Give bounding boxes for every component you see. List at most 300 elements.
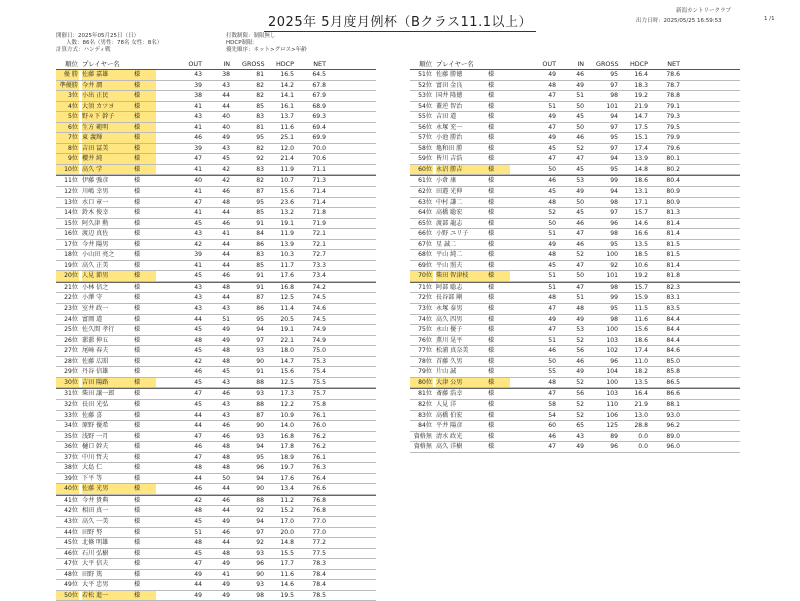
- net-score: 74.6: [312, 305, 326, 313]
- gross-score: 97: [610, 144, 618, 152]
- gross-score: 85: [256, 102, 264, 110]
- rank: 45位: [64, 539, 78, 547]
- out-score: 50: [548, 357, 556, 365]
- gross-score: 99: [610, 294, 618, 302]
- player-name: 小林 信之: [82, 283, 109, 291]
- in-score: 50: [576, 123, 584, 131]
- in-score: 46: [576, 134, 584, 142]
- net-score: 78.7: [666, 81, 680, 89]
- hdcp-value: 13.9: [280, 240, 294, 248]
- out-score: 49: [194, 591, 202, 599]
- player-name: 高橋 聡宏: [436, 209, 463, 217]
- rank: 59位: [418, 155, 432, 163]
- gross-score: 92: [256, 539, 264, 547]
- hdcp-value: 18.3: [634, 81, 648, 89]
- out-score: 43: [194, 294, 202, 302]
- player-name: 亀和田 勝: [436, 144, 463, 152]
- out-score: 50: [548, 219, 556, 227]
- in-score: 47: [576, 261, 584, 269]
- gross-score: 96: [610, 443, 618, 451]
- rank: 46位: [64, 549, 78, 557]
- table-row: [56, 559, 376, 570]
- net-score: 76.1: [312, 411, 326, 419]
- out-score: 47: [194, 432, 202, 440]
- honorific: 様: [488, 432, 495, 440]
- out-score: 43: [194, 305, 202, 313]
- out-score: 48: [548, 294, 556, 302]
- net-score: 71.4: [312, 188, 326, 196]
- rank: 62位: [418, 188, 432, 196]
- net-score: 78.3: [312, 560, 326, 568]
- rank: 27位: [64, 347, 78, 355]
- table-row: [56, 70, 376, 81]
- player-name: 永山 優子: [436, 326, 463, 334]
- rank: 資格無: [413, 432, 432, 440]
- gross-score: 98: [610, 283, 618, 291]
- in-score: 49: [222, 517, 230, 525]
- player-name: 櫻井 純: [82, 154, 134, 164]
- out-score: 44: [194, 422, 202, 430]
- rank: 60位: [410, 165, 433, 175]
- honorific: 様: [488, 71, 495, 78]
- honorific: 様: [134, 294, 141, 302]
- hdcp-value: 19.2: [634, 272, 648, 280]
- gross-score: 90: [256, 357, 264, 365]
- table-row: [56, 432, 376, 443]
- table-row: [56, 144, 376, 155]
- player-name: 佐藤 勝徳: [436, 71, 463, 78]
- out-score: 54: [548, 411, 556, 419]
- in-score: 46: [222, 188, 230, 196]
- in-score: 46: [576, 71, 584, 78]
- net-score: 76.2: [312, 432, 326, 440]
- out-score: 46: [548, 347, 556, 355]
- net-score: 86.5: [666, 378, 680, 386]
- gross-score: 92: [256, 155, 264, 163]
- gross-score: 93: [256, 549, 264, 557]
- honorific: 様: [134, 326, 141, 334]
- rank: 41位: [64, 496, 78, 504]
- hdcp-value: 18.9: [280, 453, 294, 461]
- hdcp-value: 15.2: [280, 507, 294, 515]
- hdcp-value: 14.6: [634, 219, 648, 227]
- header-gross: GROSS: [242, 60, 265, 68]
- gross-score: 88: [256, 400, 264, 408]
- table-row: [410, 346, 740, 357]
- honorific: 様: [134, 305, 141, 313]
- out-score: 48: [194, 336, 202, 344]
- hdcp-value: 13.0: [634, 411, 648, 419]
- honorific: 様: [134, 251, 141, 259]
- table-row: [410, 187, 740, 198]
- rank: 75位: [418, 326, 432, 334]
- table-row: [56, 250, 376, 261]
- gross-score: 92: [256, 507, 264, 515]
- in-score: 53: [576, 326, 584, 334]
- honorific: 様: [134, 177, 141, 185]
- rank: 79位: [418, 368, 432, 376]
- honorific: 様: [134, 443, 141, 451]
- in-score: 44: [222, 209, 230, 217]
- hdcp-value: 14.8: [280, 539, 294, 547]
- out-score: 45: [194, 549, 202, 557]
- in-score: 42: [222, 165, 230, 173]
- hdcp-value: 0.0: [638, 432, 648, 440]
- hdcp-value: 23.6: [280, 198, 294, 206]
- rank: 39位: [64, 474, 78, 482]
- in-score: 44: [222, 92, 230, 100]
- honorific: 様: [488, 165, 510, 175]
- honorific: 様: [134, 560, 141, 568]
- table-row: [410, 442, 740, 453]
- out-score: 47: [548, 326, 556, 334]
- player-name: 小澤 守: [82, 294, 103, 302]
- rank: 23位: [64, 305, 78, 313]
- net-score: 96.0: [666, 443, 680, 451]
- out-score: 46: [194, 443, 202, 451]
- rank: 36位: [64, 443, 78, 451]
- out-score: 58: [548, 400, 556, 408]
- honorific: 様: [488, 294, 495, 302]
- gross-score: 95: [610, 165, 618, 173]
- rank: 11位: [64, 177, 78, 185]
- hdcp-value: 15.6: [280, 368, 294, 376]
- rank: 52位: [418, 81, 432, 89]
- player-name: 田野 努: [82, 528, 103, 536]
- table-row: [56, 474, 376, 485]
- honorific: 様: [134, 528, 141, 536]
- in-score: 56: [576, 390, 584, 398]
- player-name: 富田 金良: [436, 81, 463, 89]
- hdcp-value: 11.6: [280, 123, 294, 131]
- out-score: 47: [548, 443, 556, 451]
- net-score: 76.1: [312, 453, 326, 461]
- in-score: 41: [222, 570, 230, 578]
- gross-score: 82: [256, 144, 264, 152]
- out-score: 47: [548, 155, 556, 163]
- honorific: 様: [134, 432, 141, 440]
- in-score: 48: [576, 305, 584, 313]
- player-name: 高橋 伯宏: [436, 411, 463, 419]
- hdcp-value: 10.3: [280, 251, 294, 259]
- out-score: 48: [194, 507, 202, 515]
- table-row: [56, 517, 376, 528]
- honorific: 様: [488, 411, 495, 419]
- gross-score: 125: [606, 422, 618, 430]
- rank: 84位: [418, 422, 432, 430]
- net-score: 80.1: [666, 155, 680, 163]
- net-score: 74.5: [312, 294, 326, 302]
- hdcp-value: 17.8: [280, 443, 294, 451]
- player-name: 吉田 冨美: [82, 144, 134, 154]
- net-score: 80.4: [666, 177, 680, 185]
- out-score: 40: [194, 177, 202, 185]
- net-score: 69.4: [312, 123, 326, 131]
- net-score: 88.1: [666, 400, 680, 408]
- in-score: 49: [222, 560, 230, 568]
- player-name: 大島 仁: [82, 464, 103, 472]
- rank: 66位: [418, 230, 432, 238]
- table-row: [410, 261, 740, 272]
- table-row: [56, 442, 376, 453]
- player-name: 大平 忠男: [82, 581, 109, 589]
- rank: 9位: [56, 154, 79, 164]
- net-score: 79.3: [666, 113, 680, 121]
- hdcp-value: 21.9: [634, 102, 648, 110]
- hdcp-value: 19.7: [280, 464, 294, 472]
- hdcp-value: 17.0: [280, 517, 294, 525]
- net-score: 71.1: [312, 165, 326, 173]
- hdcp-value: 15.6: [280, 188, 294, 196]
- honorific: 様: [488, 261, 495, 269]
- rank: 64位: [418, 209, 432, 217]
- header-out: OUT: [542, 60, 556, 68]
- honorific: 様: [134, 70, 156, 80]
- player-name: 今井 潤: [82, 81, 134, 91]
- table-row: [410, 219, 740, 230]
- honorific: 様: [134, 112, 156, 122]
- rank: 57位: [418, 134, 432, 142]
- table-row: [56, 325, 376, 336]
- gross-score: 103: [606, 390, 618, 398]
- rank: 72位: [418, 294, 432, 302]
- rank: 4位: [56, 102, 79, 112]
- player-name: 斎藤 浩幸: [436, 390, 463, 398]
- player-name: 中川 哲夫: [82, 453, 109, 461]
- table-row: [410, 81, 740, 92]
- table-row: [56, 549, 376, 560]
- honorific: 様: [488, 113, 495, 121]
- out-score: 45: [548, 261, 556, 269]
- in-score: 49: [576, 188, 584, 196]
- net-score: 71.8: [312, 209, 326, 217]
- in-score: 40: [222, 113, 230, 121]
- table-row: [410, 229, 740, 240]
- honorific: 様: [488, 209, 495, 217]
- net-score: 76.0: [312, 422, 326, 430]
- player-name: 富岡 道: [82, 315, 103, 323]
- net-score: 81.4: [666, 261, 680, 269]
- net-score: 96.2: [666, 422, 680, 430]
- rank: 29位: [64, 368, 78, 376]
- honorific: 様: [134, 230, 141, 238]
- hdcp-value: 18.6: [634, 336, 648, 344]
- player-name: 人見 洋: [436, 400, 457, 408]
- gross-score: 88: [256, 496, 264, 504]
- table-row: [56, 219, 376, 230]
- honorific: 様: [488, 92, 495, 100]
- rank: 48位: [64, 570, 78, 578]
- net-score: 75.8: [312, 400, 326, 408]
- out-score: 55: [548, 368, 556, 376]
- honorific: 様: [488, 347, 495, 355]
- rank: 65位: [418, 219, 432, 227]
- hdcp-value: 17.7: [280, 560, 294, 568]
- rank: 67位: [418, 240, 432, 248]
- out-score: 52: [548, 209, 556, 217]
- table-row: [56, 570, 376, 581]
- player-name: 永塚 充一: [436, 123, 463, 131]
- honorific: 様: [134, 209, 141, 217]
- table-row: [56, 304, 376, 315]
- rank: 61位: [418, 177, 432, 185]
- in-score: 44: [222, 102, 230, 110]
- player-name: 鈴木 俊幸: [82, 209, 109, 217]
- out-score: 41: [194, 165, 202, 173]
- out-score: 45: [194, 517, 202, 525]
- honorific: 様: [134, 507, 141, 515]
- in-score: 42: [222, 177, 230, 185]
- table-row: [56, 378, 376, 389]
- in-score: 47: [576, 155, 584, 163]
- rank: 58位: [418, 144, 432, 152]
- gross-score: 91: [256, 283, 264, 291]
- in-score: 45: [576, 209, 584, 217]
- in-score: 46: [576, 240, 584, 248]
- table-row: [410, 175, 740, 187]
- out-score: 46: [194, 134, 202, 142]
- hdcp-value: 11.4: [280, 305, 294, 313]
- honorific: 様: [134, 81, 156, 91]
- gross-score: 93: [256, 390, 264, 398]
- out-score: 47: [194, 453, 202, 461]
- table-row: [56, 357, 376, 368]
- table-row: [56, 229, 376, 240]
- table-row: [410, 144, 740, 155]
- gross-score: 81: [256, 123, 264, 131]
- out-score: 49: [194, 570, 202, 578]
- hdcp-value: 16.8: [280, 432, 294, 440]
- hdcp-value: 12.5: [280, 378, 294, 386]
- hdcp-value: 11.6: [280, 570, 294, 578]
- table-row: [410, 112, 740, 123]
- hdcp-value: 14.7: [280, 357, 294, 365]
- out-score: 48: [548, 251, 556, 259]
- table-row: [56, 315, 376, 326]
- in-score: 44: [222, 294, 230, 302]
- hdcp-value: 16.1: [280, 102, 294, 110]
- gross-score: 104: [606, 368, 618, 376]
- table-row: [56, 400, 376, 411]
- net-score: 75.3: [312, 357, 326, 365]
- in-score: 49: [576, 368, 584, 376]
- header-in: IN: [223, 60, 230, 68]
- hdcp-value: 18.2: [634, 368, 648, 376]
- net-score: 75.5: [312, 378, 326, 386]
- hdcp-value: 12.0: [280, 144, 294, 152]
- honorific: 様: [134, 144, 156, 154]
- gross-score: 97: [610, 123, 618, 131]
- honorific: 様: [134, 240, 141, 248]
- gross-score: 81: [256, 71, 264, 78]
- honorific: 様: [134, 570, 141, 578]
- hdcp-value: 15.9: [634, 294, 648, 302]
- hdcp-value: 18.6: [634, 177, 648, 185]
- player-name: 柴田 智津枝: [436, 271, 488, 281]
- header-rank: 順位: [419, 60, 432, 68]
- net-score: 69.3: [312, 113, 326, 121]
- out-score: 42: [194, 357, 202, 365]
- hdcp-value: 0.0: [638, 443, 648, 451]
- gross-score: 98: [610, 230, 618, 238]
- header-hdcp: HDCP: [629, 60, 648, 68]
- rank: 50位: [56, 591, 79, 601]
- in-score: 40: [222, 123, 230, 131]
- results-table-right: [410, 59, 740, 453]
- gross-score: 97: [610, 81, 618, 89]
- gross-score: 95: [610, 240, 618, 248]
- hdcp-value: 20.5: [280, 315, 294, 323]
- honorific: 様: [488, 336, 495, 344]
- table-row: [56, 421, 376, 432]
- rank: 32位: [64, 400, 78, 408]
- rank: 3位: [56, 91, 79, 101]
- hdcp-value: 16.8: [280, 283, 294, 291]
- page-title: 2025年 5月度月例杯（Bクラス11.1以上）: [0, 11, 800, 32]
- rank: 16位: [64, 230, 78, 238]
- gross-score: 83: [256, 251, 264, 259]
- net-score: 71.4: [312, 198, 326, 206]
- player-name: 長田 光弘: [82, 400, 109, 408]
- rank: 80位: [410, 378, 433, 388]
- out-score: 46: [548, 177, 556, 185]
- stroke-limit: 打数制限：制限無し: [226, 33, 276, 39]
- net-score: 78.4: [312, 570, 326, 578]
- net-score: 84.4: [666, 326, 680, 334]
- out-score: 41: [194, 102, 202, 110]
- out-score: 42: [194, 496, 202, 504]
- gross-score: 100: [606, 378, 618, 386]
- rank: 準優勝: [56, 81, 79, 91]
- out-score: 48: [548, 378, 556, 386]
- player-name: 佐藤 嘉雄: [82, 70, 134, 80]
- in-score: 46: [576, 357, 584, 365]
- net-score: 81.8: [666, 272, 680, 280]
- in-score: 65: [576, 422, 584, 430]
- in-score: 49: [222, 581, 230, 589]
- gross-score: 86: [256, 240, 264, 248]
- hdcp-value: 21.9: [634, 400, 648, 408]
- out-score: 45: [194, 400, 202, 408]
- honorific: 様: [134, 378, 156, 388]
- net-score: 73.3: [312, 261, 326, 269]
- gross-score: 94: [610, 188, 618, 196]
- honorific: 様: [134, 539, 141, 547]
- in-score: 43: [576, 432, 584, 440]
- table-row: [410, 208, 740, 219]
- out-score: 44: [194, 474, 202, 482]
- in-score: 49: [222, 591, 230, 599]
- player-name: 生方 範明: [82, 123, 134, 133]
- in-score: 44: [222, 240, 230, 248]
- player-name: 小池 勝治: [436, 134, 463, 142]
- table-header: [56, 59, 376, 70]
- priority-order: 優先順序：ネット>グロス>年齢: [226, 47, 307, 53]
- out-score: 47: [194, 155, 202, 163]
- gross-score: 97: [256, 528, 264, 536]
- in-score: 46: [222, 432, 230, 440]
- table-row: [410, 282, 740, 294]
- out-score: 49: [548, 113, 556, 121]
- in-score: 38: [222, 71, 230, 78]
- rank: 74位: [418, 315, 432, 323]
- hdcp-value: 14.7: [634, 113, 648, 121]
- hdcp-value: 17.5: [634, 123, 648, 131]
- player-name: 室井 政一: [82, 305, 109, 313]
- header-net: NET: [313, 60, 326, 68]
- gross-score: 97: [256, 336, 264, 344]
- table-row: [56, 133, 376, 144]
